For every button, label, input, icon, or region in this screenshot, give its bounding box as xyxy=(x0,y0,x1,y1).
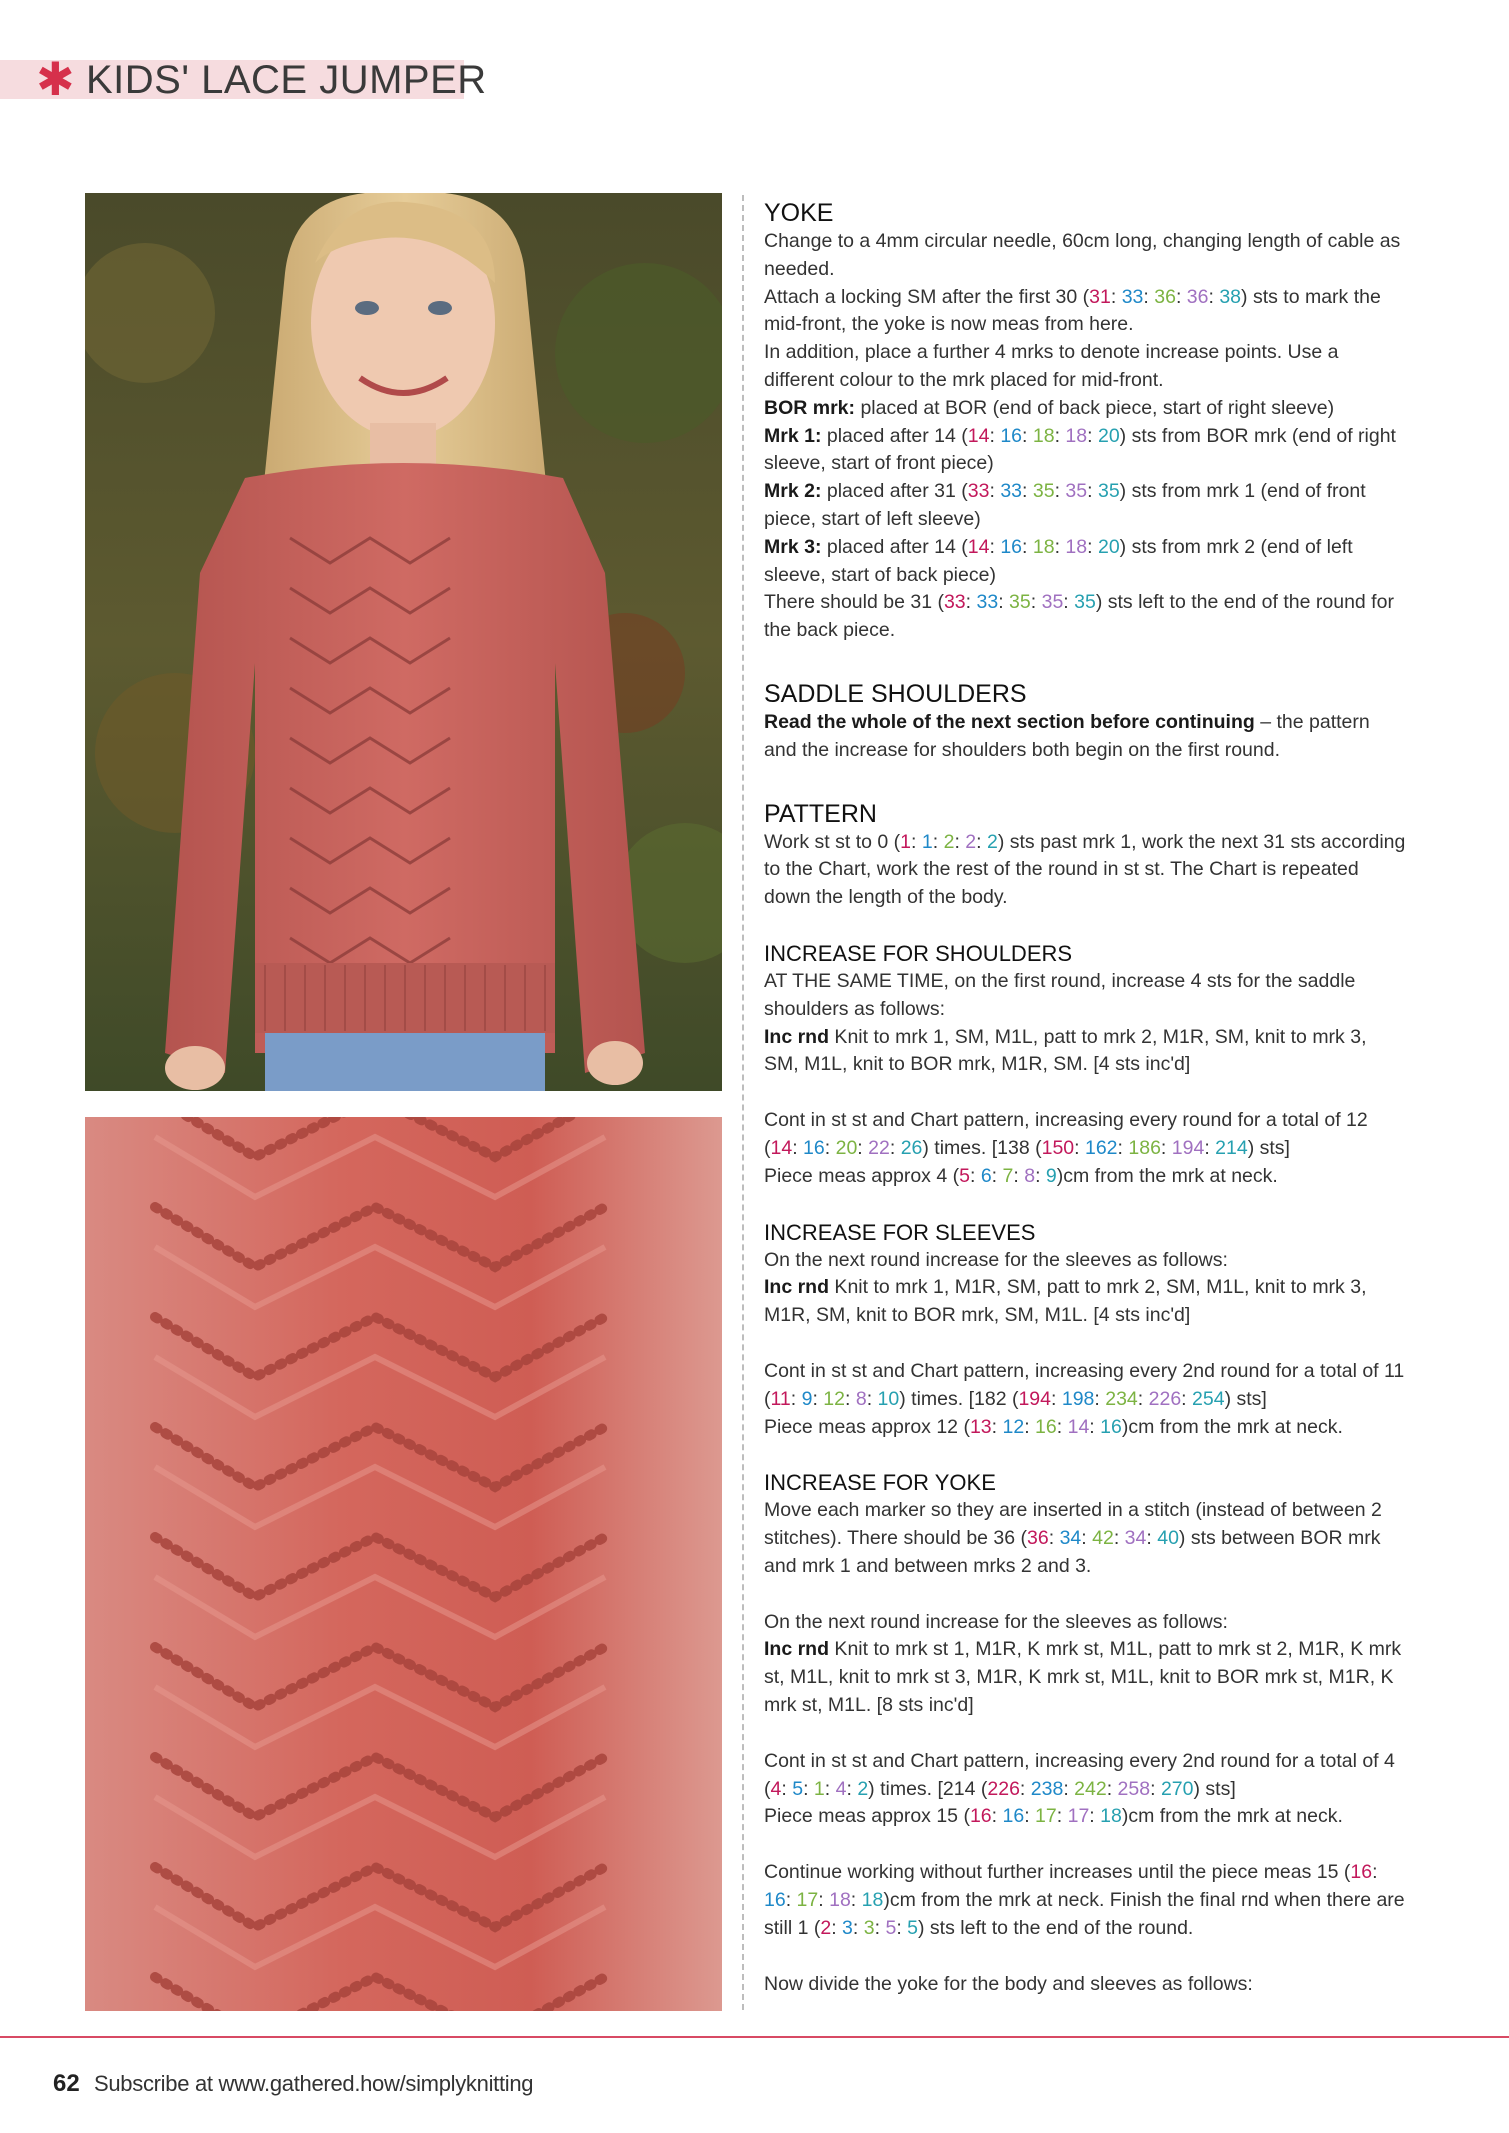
inc-sleeves-para-1: On the next round increase for the sleeves as follows: xyxy=(764,1248,1228,1271)
inc-yoke-para-5: Piece meas approx 15 (16: 16: 17: 17: 18)cm from the mrk at neck. xyxy=(764,1805,1343,1828)
saddle-heading: SADDLE SHOULDERS xyxy=(764,679,1027,708)
inc-sleeves-para-3: Cont in st st and Chart pattern, increasing every 2nd round for a total of 11 (11: 9: 12: 8: 10) times. [182 (194: 198: 234: 226: 254) sts] xyxy=(764,1359,1405,1410)
pattern-heading: PATTERN xyxy=(764,799,877,828)
inc-sleeves-inc-rnd: Inc rnd Knit to mrk 1, M1R, SM, patt to mrk 2, SM, M1L, knit to mrk 3, M1R, SM, knit to BOR mrk, SM, M1L. [4 sts inc'd] xyxy=(764,1276,1367,1327)
yoke-para-1: Change to a 4mm circular needle, 60cm long, changing length of cable as needed. xyxy=(764,230,1401,280)
inc-yoke-para-1: Move each marker so they are inserted in a stitch (instead of between 2 stitches). There should be 36 (36: 34: 42: 34: 40) sts between BOR mrk and mrk 1 and between mrks 2 and 3. xyxy=(764,1499,1382,1577)
inc-shoulders-para-4: Piece meas approx 4 (5: 6: 7: 8: 9)cm from the mrk at neck. xyxy=(764,1164,1278,1187)
saddle-para: Read the whole of the next section before continuing – the pattern and the increase for shoulders both begin on the first round. xyxy=(764,710,1370,761)
column-divider xyxy=(742,195,744,2010)
lace-detail-photo xyxy=(85,1117,722,2011)
marker-2: Mrk 2: placed after 31 (33: 33: 35: 35: 35) sts from mrk 1 (end of front piece, start of left sleeve) xyxy=(764,480,1366,530)
main-photo-illustration xyxy=(85,193,722,1091)
yoke-para-3: In addition, place a further 4 mrks to denote increase points. Use a different colour to the mrk placed for mid-front. xyxy=(764,341,1339,391)
inc-shoulders-heading: INCREASE FOR SHOULDERS xyxy=(764,940,1073,966)
inc-shoulders-inc-rnd: Inc rnd Knit to mrk 1, SM, M1L, patt to mrk 2, M1R, SM, knit to mrk 3, SM, M1L, knit to BOR mrk, M1R, SM. [4 sts inc'd] xyxy=(764,1025,1367,1076)
inc-yoke-para-6: Continue working without further increases until the piece meas 15 (16: 16: 17: 18: 18)cm from the mrk at neck. Finish the final rnd when there are still 1 (2: 3: 3: 5: 5) sts left to the end of the round. xyxy=(764,1861,1405,1939)
marker-3: Mrk 3: placed after 14 (14: 16: 18: 18: 20) sts from mrk 2 (end of left sleeve, start of back piece) xyxy=(764,535,1353,586)
inc-sleeves-heading: INCREASE FOR SLEEVES xyxy=(764,1219,1036,1245)
asterisk-flower-icon: ✱ xyxy=(36,52,75,106)
inc-shoulders-para-3: Cont in st st and Chart pattern, increasing every round for a total of 12 (14: 16: 20: 22: 26) times. [138 (150: 162: 186: 194: 214) sts] xyxy=(764,1109,1368,1159)
pattern-para: Work st st to 0 (1: 1: 2: 2: 2) sts past mrk 1, work the next 31 sts according to the Chart, work the rest of the round in st st. The Chart is repeated down the length of the body. xyxy=(764,830,1406,909)
inc-sleeves-para-4: Piece meas approx 12 (13: 12: 16: 14: 16)cm from the mrk at neck. xyxy=(764,1415,1343,1438)
footer-rule xyxy=(0,2036,1509,2038)
inc-yoke-inc-rnd: Inc rnd Knit to mrk st 1, M1R, K mrk st, M1L, patt to mrk st 2, M1R, K mrk st, M1L, knit to mrk st 3, M1R, K mrk st, M1L, knit to BOR mrk st, M1R, K mrk st, M1L. [8 sts inc'd] xyxy=(764,1638,1402,1717)
main-photo xyxy=(85,193,722,1091)
page-title: KIDS' LACE JUMPER xyxy=(86,58,487,102)
subscribe-link[interactable]: Subscribe at www.gathered.how/simplyknitting xyxy=(94,2071,534,2096)
lace-detail-illustration xyxy=(85,1117,722,2011)
inc-yoke-para-7: Now divide the yoke for the body and sleeves as follows: xyxy=(764,1972,1253,1995)
inc-yoke-para-2: On the next round increase for the sleeves as follows: xyxy=(764,1610,1228,1633)
inc-yoke-heading: INCREASE FOR YOKE xyxy=(764,1470,996,1496)
yoke-para-2: Attach a locking SM after the first 30 (31: 33: 36: 36: 38) sts to mark the mid-front, the yoke is now meas from here. xyxy=(764,285,1381,336)
inc-yoke-para-4: Cont in st st and Chart pattern, increasing every 2nd round for a total of 4 (4: 5: 1: 4: 2) times. [214 (226: 238: 242: 258: 270) sts] xyxy=(764,1749,1395,1800)
bor-marker: BOR mrk: placed at BOR (end of back piece, start of right sleeve) xyxy=(764,396,1335,419)
pattern-text-column xyxy=(764,198,1406,1998)
inc-shoulders-para-1: AT THE SAME TIME, on the first round, increase 4 sts for the saddle shoulders as follows: xyxy=(764,969,1356,1020)
marker-1: Mrk 1: placed after 14 (14: 16: 18: 18: 20) sts from BOR mrk (end of right sleeve, start of front piece) xyxy=(764,424,1396,475)
yoke-para-4: There should be 31 (33: 33: 35: 35: 35) sts left to the end of the round for the back piece. xyxy=(764,591,1394,642)
yoke-heading: YOKE xyxy=(764,199,834,227)
page-number: 62 xyxy=(53,2070,80,2097)
